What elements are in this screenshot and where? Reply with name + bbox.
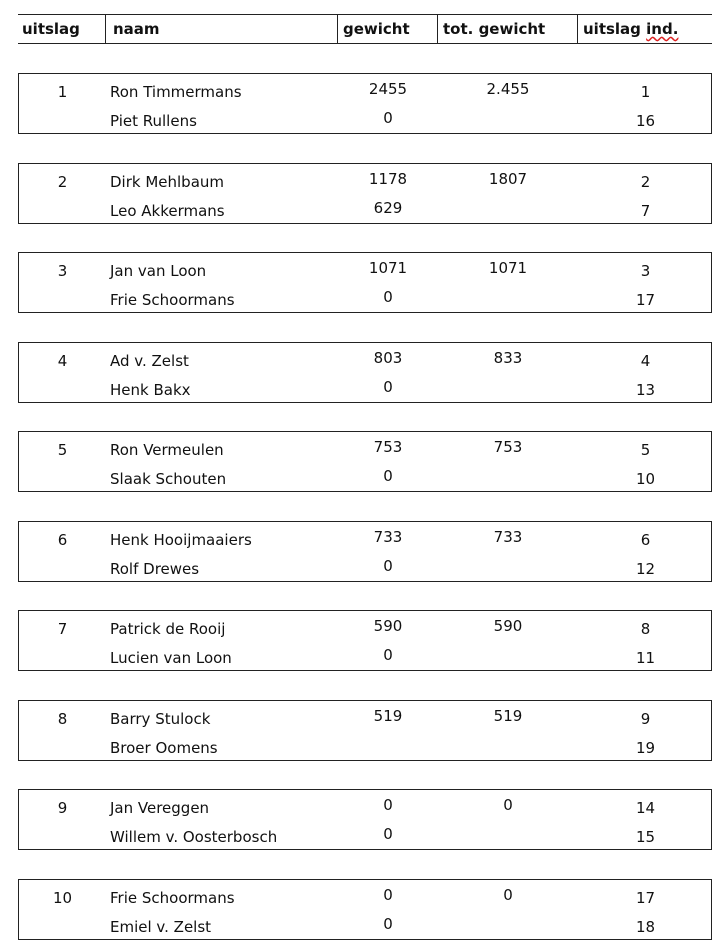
participant-weight: 0 [383, 378, 393, 396]
participant-name: Ron Vermeulen [110, 441, 224, 459]
participant-name: Barry Stulock [110, 710, 211, 728]
participant-weight: 0 [383, 796, 393, 814]
participant-weight: 0 [383, 886, 393, 904]
participant-individual-rank: 10 [635, 470, 656, 488]
result-group [18, 73, 712, 134]
participant-name: Henk Bakx [110, 381, 191, 399]
participant-name: Ad v. Zelst [110, 352, 189, 370]
header-gewicht: gewicht [343, 20, 410, 38]
group-total-weight: 0 [503, 796, 513, 814]
group-rank: 6 [57, 531, 68, 549]
group-total-weight: 753 [493, 438, 523, 456]
group-total-weight: 2.455 [486, 80, 530, 98]
participant-weight: 0 [383, 646, 393, 664]
participant-name: Willem v. Oosterbosch [110, 828, 278, 846]
participant-name: Piet Rullens [110, 112, 197, 130]
result-group [18, 789, 712, 850]
participant-name: Emiel v. Zelst [110, 918, 212, 936]
participant-name: Dirk Mehlbaum [110, 173, 225, 191]
group-rank: 5 [57, 441, 68, 459]
header-naam: naam [113, 20, 160, 38]
participant-individual-rank: 13 [635, 381, 656, 399]
header-tot-gewicht: tot. gewicht [443, 20, 546, 38]
participant-individual-rank: 17 [635, 291, 656, 309]
header-uitslag-ind [579, 15, 712, 44]
group-rank: 7 [57, 620, 68, 638]
result-group [18, 342, 712, 403]
group-total-weight: 0 [503, 886, 513, 904]
participant-name: Ron Timmermans [110, 83, 242, 101]
group-total-weight: 833 [493, 349, 523, 367]
participant-individual-rank: 19 [635, 739, 656, 757]
participant-weight: 0 [383, 467, 393, 485]
header-uitslag-ind-prefix: uitslag [583, 20, 641, 38]
participant-individual-rank: 4 [640, 352, 651, 370]
participant-weight: 0 [383, 915, 393, 933]
result-group [18, 879, 712, 940]
group-total-weight: 1807 [488, 170, 528, 188]
group-rank: 4 [57, 352, 68, 370]
participant-name: Patrick de Rooij [110, 620, 226, 638]
column-divider [577, 15, 578, 43]
participant-individual-rank: 6 [640, 531, 651, 549]
participant-name: Rolf Drewes [110, 560, 200, 578]
participant-individual-rank: 16 [635, 112, 656, 130]
participant-individual-rank: 8 [640, 620, 651, 638]
participant-individual-rank: 12 [635, 560, 656, 578]
participant-name: Slaak Schouten [110, 470, 227, 488]
group-total-weight: 1071 [488, 259, 528, 277]
participant-weight: 1178 [368, 170, 408, 188]
result-group [18, 163, 712, 224]
participant-weight: 733 [373, 528, 403, 546]
participant-individual-rank: 7 [640, 202, 651, 220]
participant-individual-rank: 3 [640, 262, 651, 280]
participant-name: Jan van Loon [110, 262, 207, 280]
participant-name: Leo Akkermans [110, 202, 225, 220]
result-group [18, 700, 712, 761]
group-rank: 2 [57, 173, 68, 191]
column-divider [337, 15, 338, 43]
participant-name: Frie Schoormans [110, 291, 235, 309]
group-rank: 9 [57, 799, 68, 817]
participant-weight: 519 [373, 707, 403, 725]
participant-individual-rank: 9 [640, 710, 651, 728]
participant-weight: 0 [383, 557, 393, 575]
column-divider [105, 15, 106, 43]
participant-name: Frie Schoormans [110, 889, 235, 907]
group-rank: 8 [57, 710, 68, 728]
participant-weight: 753 [373, 438, 403, 456]
header-uitslag: uitslag [22, 20, 80, 38]
participant-weight: 0 [383, 288, 393, 306]
result-group [18, 521, 712, 582]
participant-individual-rank: 5 [640, 441, 651, 459]
result-group [18, 610, 712, 671]
participant-weight: 803 [373, 349, 403, 367]
group-rank: 10 [52, 889, 73, 907]
result-group [18, 252, 712, 313]
participant-weight: 2455 [368, 80, 408, 98]
result-group [18, 431, 712, 492]
group-total-weight: 519 [493, 707, 523, 725]
header-uitslag-ind-suffix: ind. [646, 20, 679, 38]
participant-name: Jan Vereggen [110, 799, 210, 817]
group-rank: 1 [57, 83, 68, 101]
column-divider [437, 15, 438, 43]
participant-individual-rank: 18 [635, 918, 656, 936]
group-total-weight: 590 [493, 617, 523, 635]
participant-name: Lucien van Loon [110, 649, 232, 667]
group-rank: 3 [57, 262, 68, 280]
participant-individual-rank: 2 [640, 173, 651, 191]
participant-weight: 0 [383, 109, 393, 127]
participant-weight: 590 [373, 617, 403, 635]
participant-individual-rank: 1 [640, 83, 651, 101]
participant-individual-rank: 14 [635, 799, 656, 817]
participant-individual-rank: 17 [635, 889, 656, 907]
group-total-weight: 733 [493, 528, 523, 546]
participant-weight: 1071 [368, 259, 408, 277]
participant-weight: 0 [383, 825, 393, 843]
results-table-header [18, 14, 712, 44]
participant-individual-rank: 11 [635, 649, 656, 667]
participant-name: Henk Hooijmaaiers [110, 531, 252, 549]
participant-individual-rank: 15 [635, 828, 656, 846]
participant-name: Broer Oomens [110, 739, 218, 757]
participant-weight: 629 [373, 199, 403, 217]
